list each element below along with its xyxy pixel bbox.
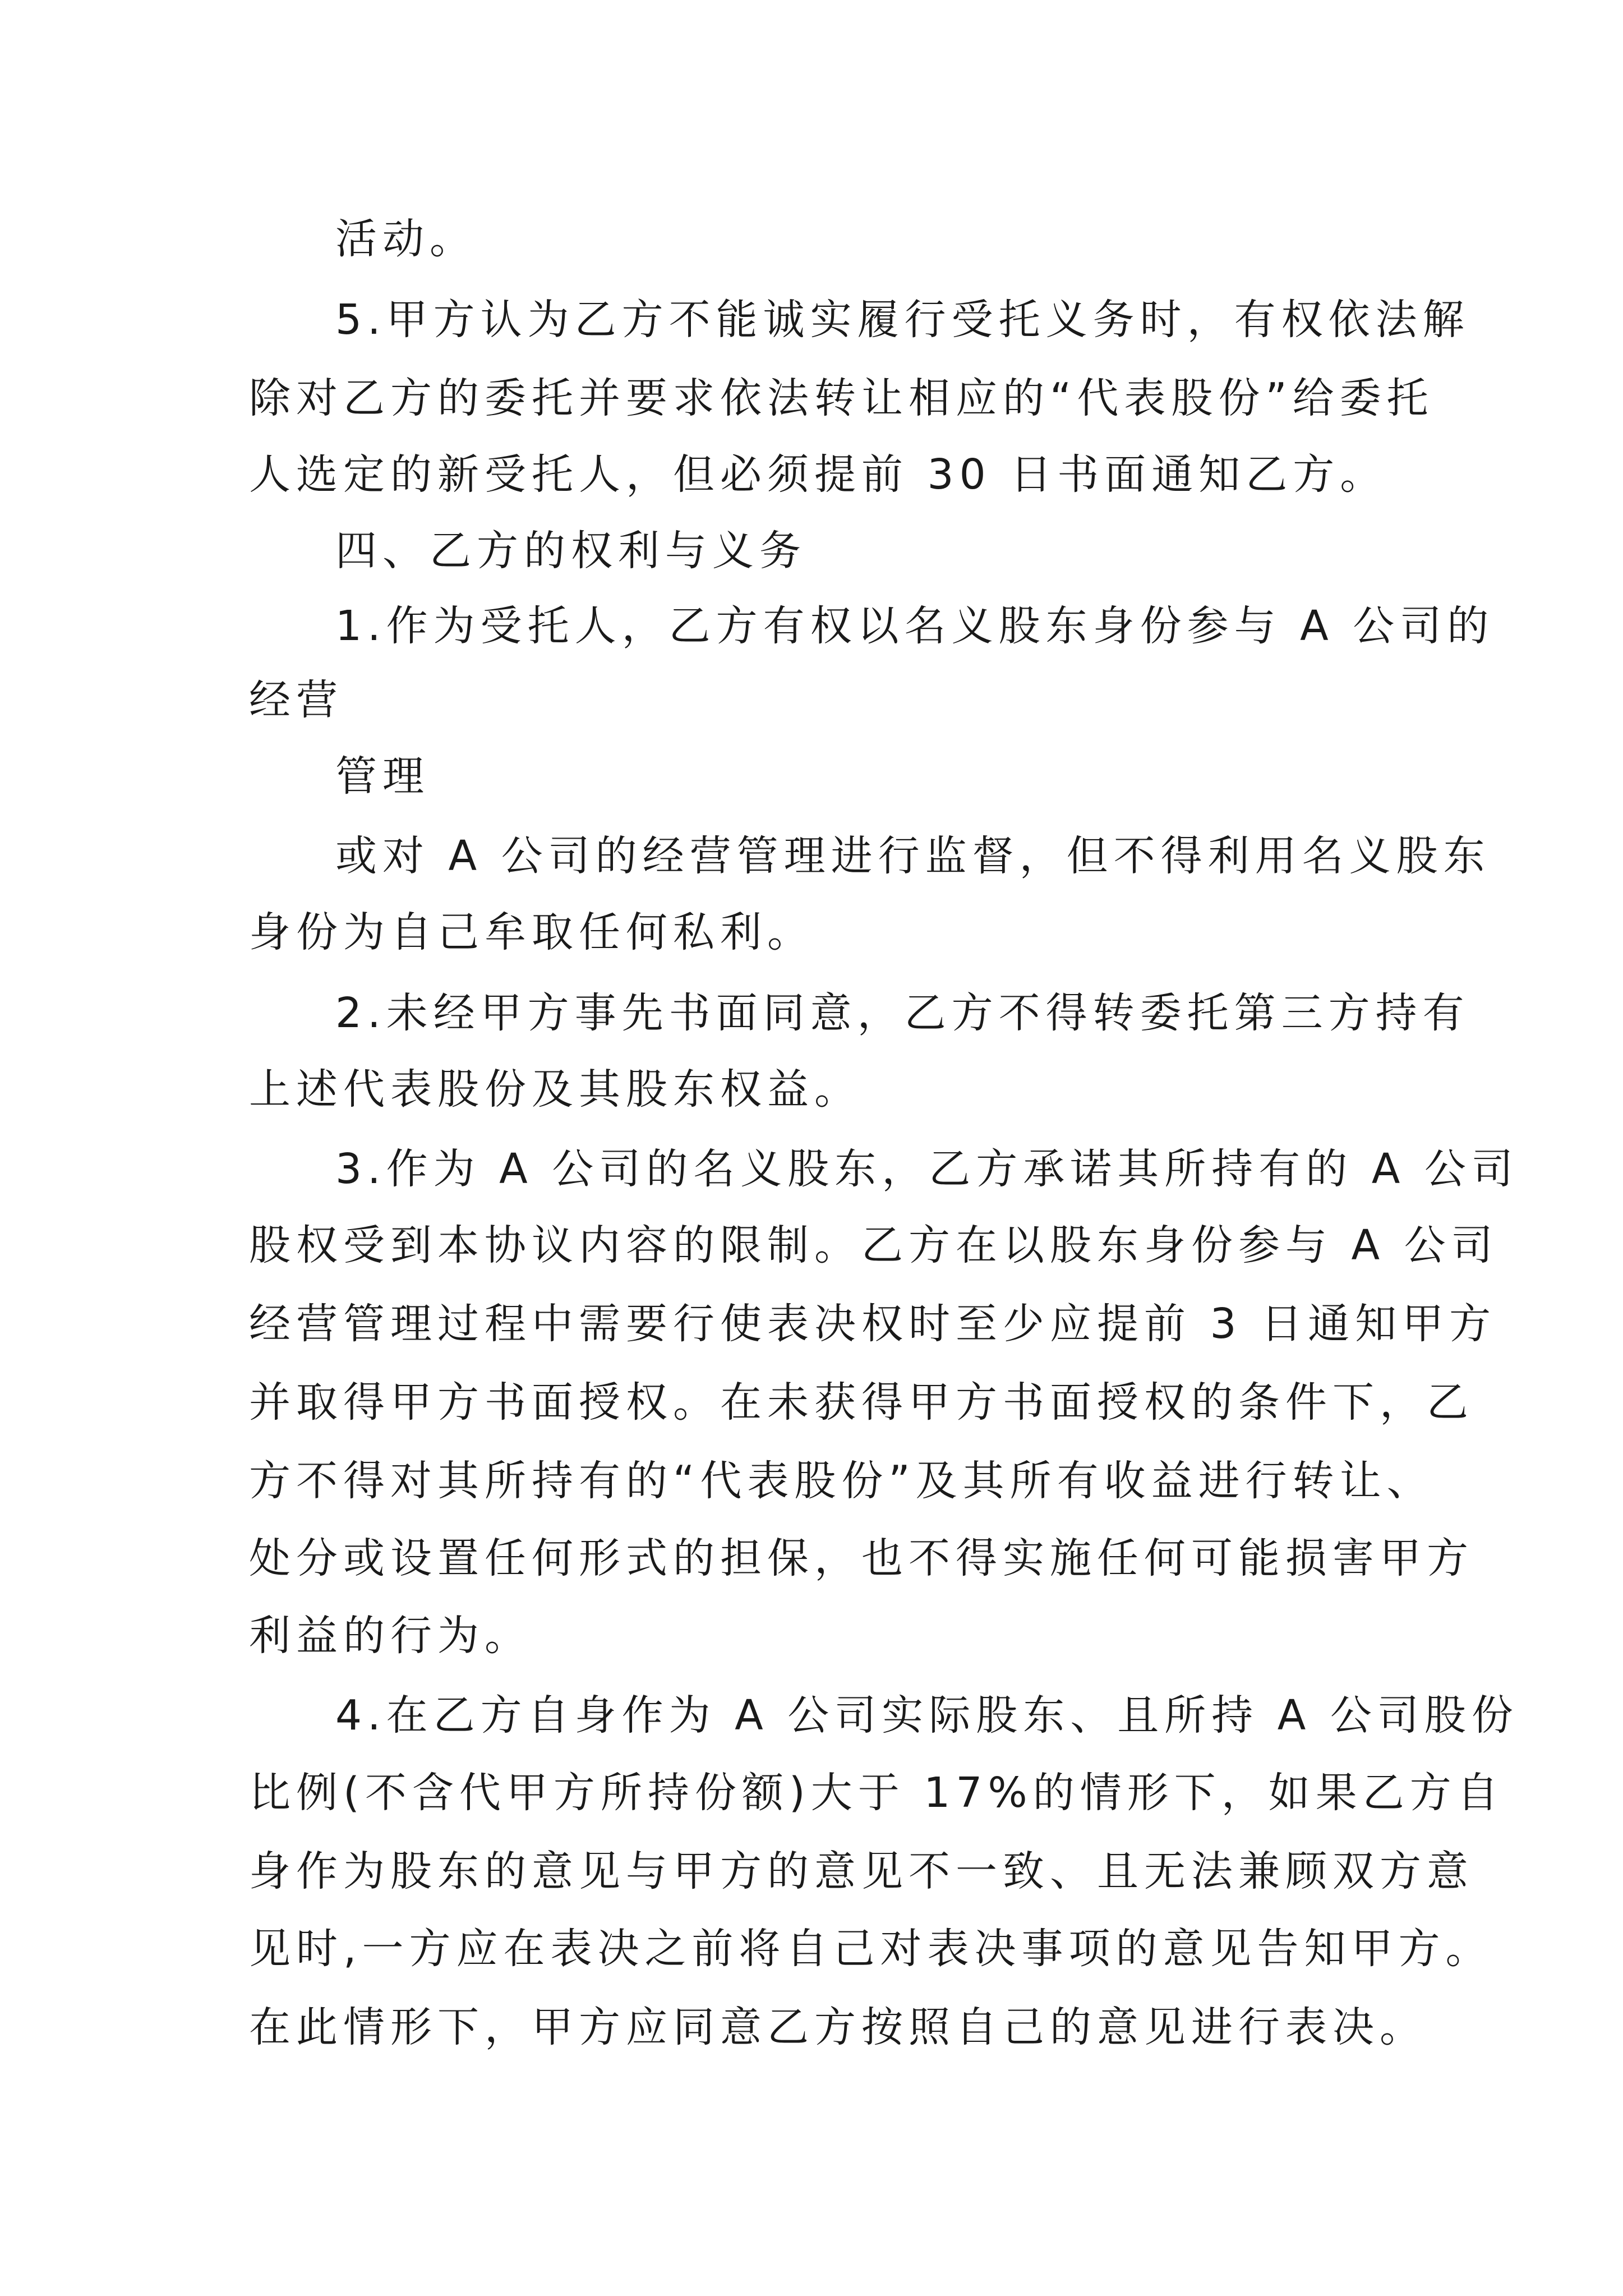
text-line: 利益的行为。 xyxy=(249,1612,532,1660)
text-line: 人选定的新受托人，但必须提前 30 日书面通知乙方。 xyxy=(249,450,1387,499)
text-line: 管理 xyxy=(335,752,430,800)
text-line: 2.未经甲方事先书面同意，乙方不得转委托第三方持有 xyxy=(335,989,1470,1037)
text-line: 身份为自己牟取任何私利。 xyxy=(249,908,814,956)
text-line: 处分或设置任何形式的担保，也不得实施任何可能损害甲方 xyxy=(249,1534,1474,1582)
text-line: 或对 A 公司的经营管理进行监督，但不得利用名义股东 xyxy=(335,832,1491,880)
text-line: 除对乙方的委托并要求依法转让相应的“代表股份”给委托 xyxy=(249,374,1434,422)
text-line: 3.作为 A 公司的名义股东，乙方承诺其所持有的 A 公司 xyxy=(335,1145,1519,1193)
text-line: 5.甲方认为乙方不能诚实履行受托义务时，有权依法解 xyxy=(335,296,1470,344)
text-line: 方不得对其所持有的“代表股份”及其所有收益进行转让、 xyxy=(249,1457,1434,1505)
text-line: 活动。 xyxy=(335,215,477,263)
text-line: 并取得甲方书面授权。在未获得甲方书面授权的条件下，乙 xyxy=(249,1378,1474,1427)
text-line: 身作为股东的意见与甲方的意见不一致、且无法兼顾双方意 xyxy=(249,1847,1474,1895)
text-line: 经营管理过程中需要行使表决权时至少应提前 3 日通知甲方 xyxy=(249,1300,1497,1348)
text-line: 股权受到本协议内容的限制。乙方在以股东身份参与 A 公司 xyxy=(249,1221,1498,1269)
text-line: 4.在乙方自身作为 A 公司实际股东、且所持 A 公司股份 xyxy=(335,1691,1519,1740)
text-line: 1.作为受托人，乙方有权以名义股东身份参与 A 公司的 xyxy=(335,602,1495,650)
text-line: 经营 xyxy=(249,676,343,724)
text-line: 在此情形下，甲方应同意乙方按照自己的意见进行表决。 xyxy=(249,2003,1427,2051)
text-line: 四、乙方的权利与义务 xyxy=(335,527,806,575)
text-line: 比例(不含代甲方所持份额)大于 17%的情形下，如果乙方自 xyxy=(249,1769,1504,1817)
text-line: 见时,一方应在表决之前将自己对表决事项的意见告知甲方。 xyxy=(249,1925,1493,1973)
text-line: 上述代表股份及其股东权益。 xyxy=(249,1065,861,1114)
